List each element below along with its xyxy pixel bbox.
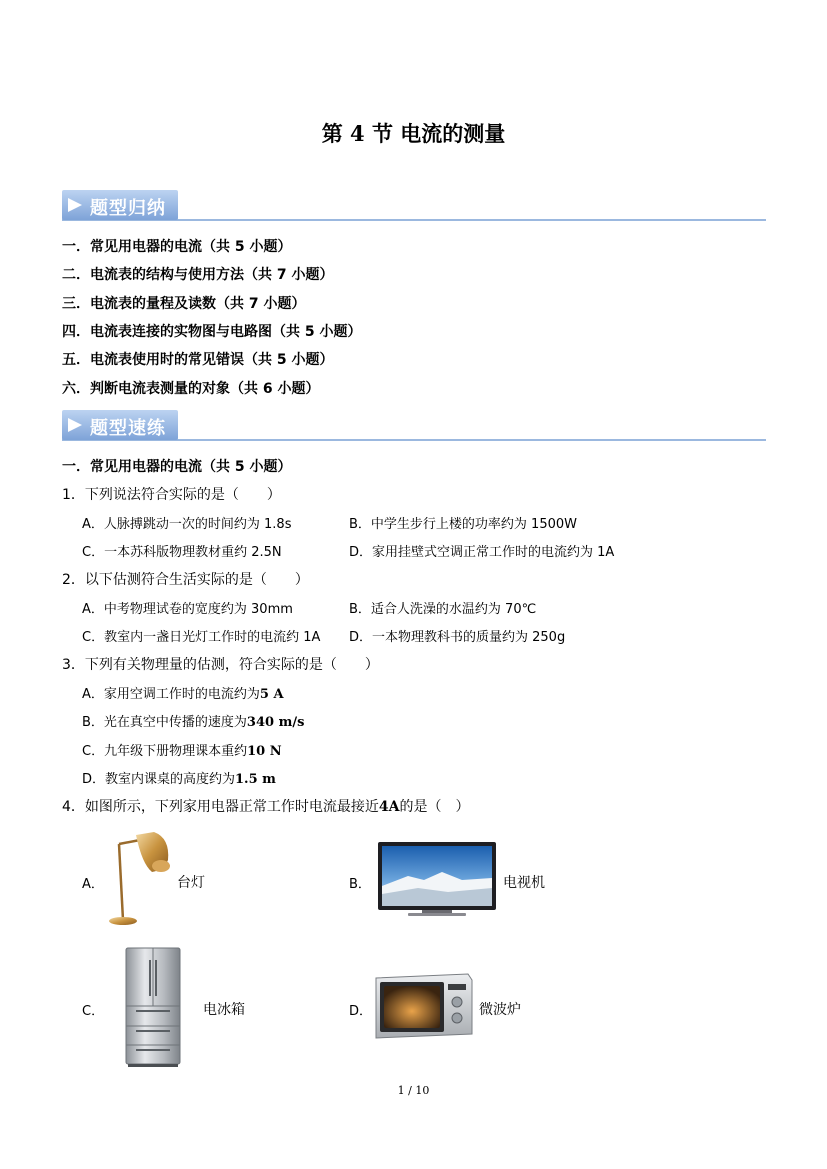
- toc-item-5[interactable]: 五．电流表使用时的常见错误（共 5 小题）: [62, 352, 334, 368]
- summary-banner-label: 题型归纳: [90, 198, 166, 219]
- section-heading-1: 一．常见用电器的电流（共 5 小题）: [62, 459, 292, 475]
- question-4-option-d-letter: D．: [349, 1004, 373, 1019]
- question-4-option-c-label: 电冰箱: [203, 1002, 245, 1018]
- television-image: [378, 842, 496, 918]
- question-2-option-d: D．一本物理教科书的质量约为 250g: [349, 630, 566, 645]
- arrow-icon: [68, 198, 82, 212]
- toc-item-2[interactable]: 二．电流表的结构与使用方法（共 7 小题）: [62, 267, 334, 283]
- question-3-option-c: C．九年级下册物理课本重约10 N: [82, 744, 282, 759]
- question-4-option-b-letter: B．: [349, 877, 371, 892]
- microwave-image: [370, 972, 474, 1042]
- question-2-option-b: B．适合人洗澡的水温约为 70℃: [349, 602, 537, 617]
- toc-item-1[interactable]: 一．常见用电器的电流（共 5 小题）: [62, 239, 292, 255]
- question-3-option-d: D．教室内课桌的高度约为1.5 m: [82, 772, 276, 787]
- summary-banner: [62, 190, 766, 222]
- question-1-option-d: D．家用挂壁式空调正常工作时的电流约为 1A: [349, 545, 615, 560]
- question-4-option-a-label: 台灯: [177, 875, 205, 891]
- toc-item-6[interactable]: 六．判断电流表测量的对象（共 6 小题）: [62, 381, 320, 397]
- practice-banner-label: 题型速练: [90, 418, 166, 439]
- question-1-option-c: C．一本苏科版物理教材重约 2.5N: [82, 545, 282, 560]
- page-number: 1 / 10: [397, 1084, 430, 1097]
- toc-item-4[interactable]: 四．电流表连接的实物图与电路图（共 5 小题）: [62, 324, 362, 340]
- desk-lamp-image: [106, 830, 176, 928]
- question-4-stem: 4．如图所示，下列家用电器正常工作时电流最接近4A的是（ ）: [62, 799, 470, 815]
- question-4-option-b-label: 电视机: [503, 875, 545, 891]
- question-1-option-b: B．中学生步行上楼的功率约为 1500W: [349, 517, 577, 532]
- practice-banner: [62, 410, 766, 442]
- question-4-option-a-letter: A．: [82, 877, 104, 892]
- question-3-stem: 3．下列有关物理量的估测，符合实际的是（ ）: [62, 657, 379, 673]
- page-title: 第 4 节 电流的测量: [321, 121, 506, 146]
- question-2-stem: 2．以下估测符合生活实际的是（ ）: [62, 572, 309, 588]
- question-3-option-a: A．家用空调工作时的电流约为5 A: [82, 687, 284, 702]
- question-1-option-a: A．人脉搏跳动一次的时间约为 1.8s: [82, 517, 292, 532]
- question-4-option-c-letter: C．: [82, 1004, 105, 1019]
- question-4-option-d-label: 微波炉: [479, 1002, 521, 1018]
- toc-item-3[interactable]: 三．电流表的量程及读数（共 7 小题）: [62, 296, 306, 312]
- question-1-stem: 1．下列说法符合实际的是（ ）: [62, 487, 281, 503]
- question-2-option-c: C．教室内一盏日光灯工作时的电流约 1A: [82, 630, 321, 645]
- question-2-option-a: A．中考物理试卷的宽度约为 30mm: [82, 602, 293, 617]
- arrow-icon: [68, 418, 82, 432]
- refrigerator-image: [124, 946, 184, 1068]
- question-3-option-b: B．光在真空中传播的速度为340 m/s: [82, 715, 305, 730]
